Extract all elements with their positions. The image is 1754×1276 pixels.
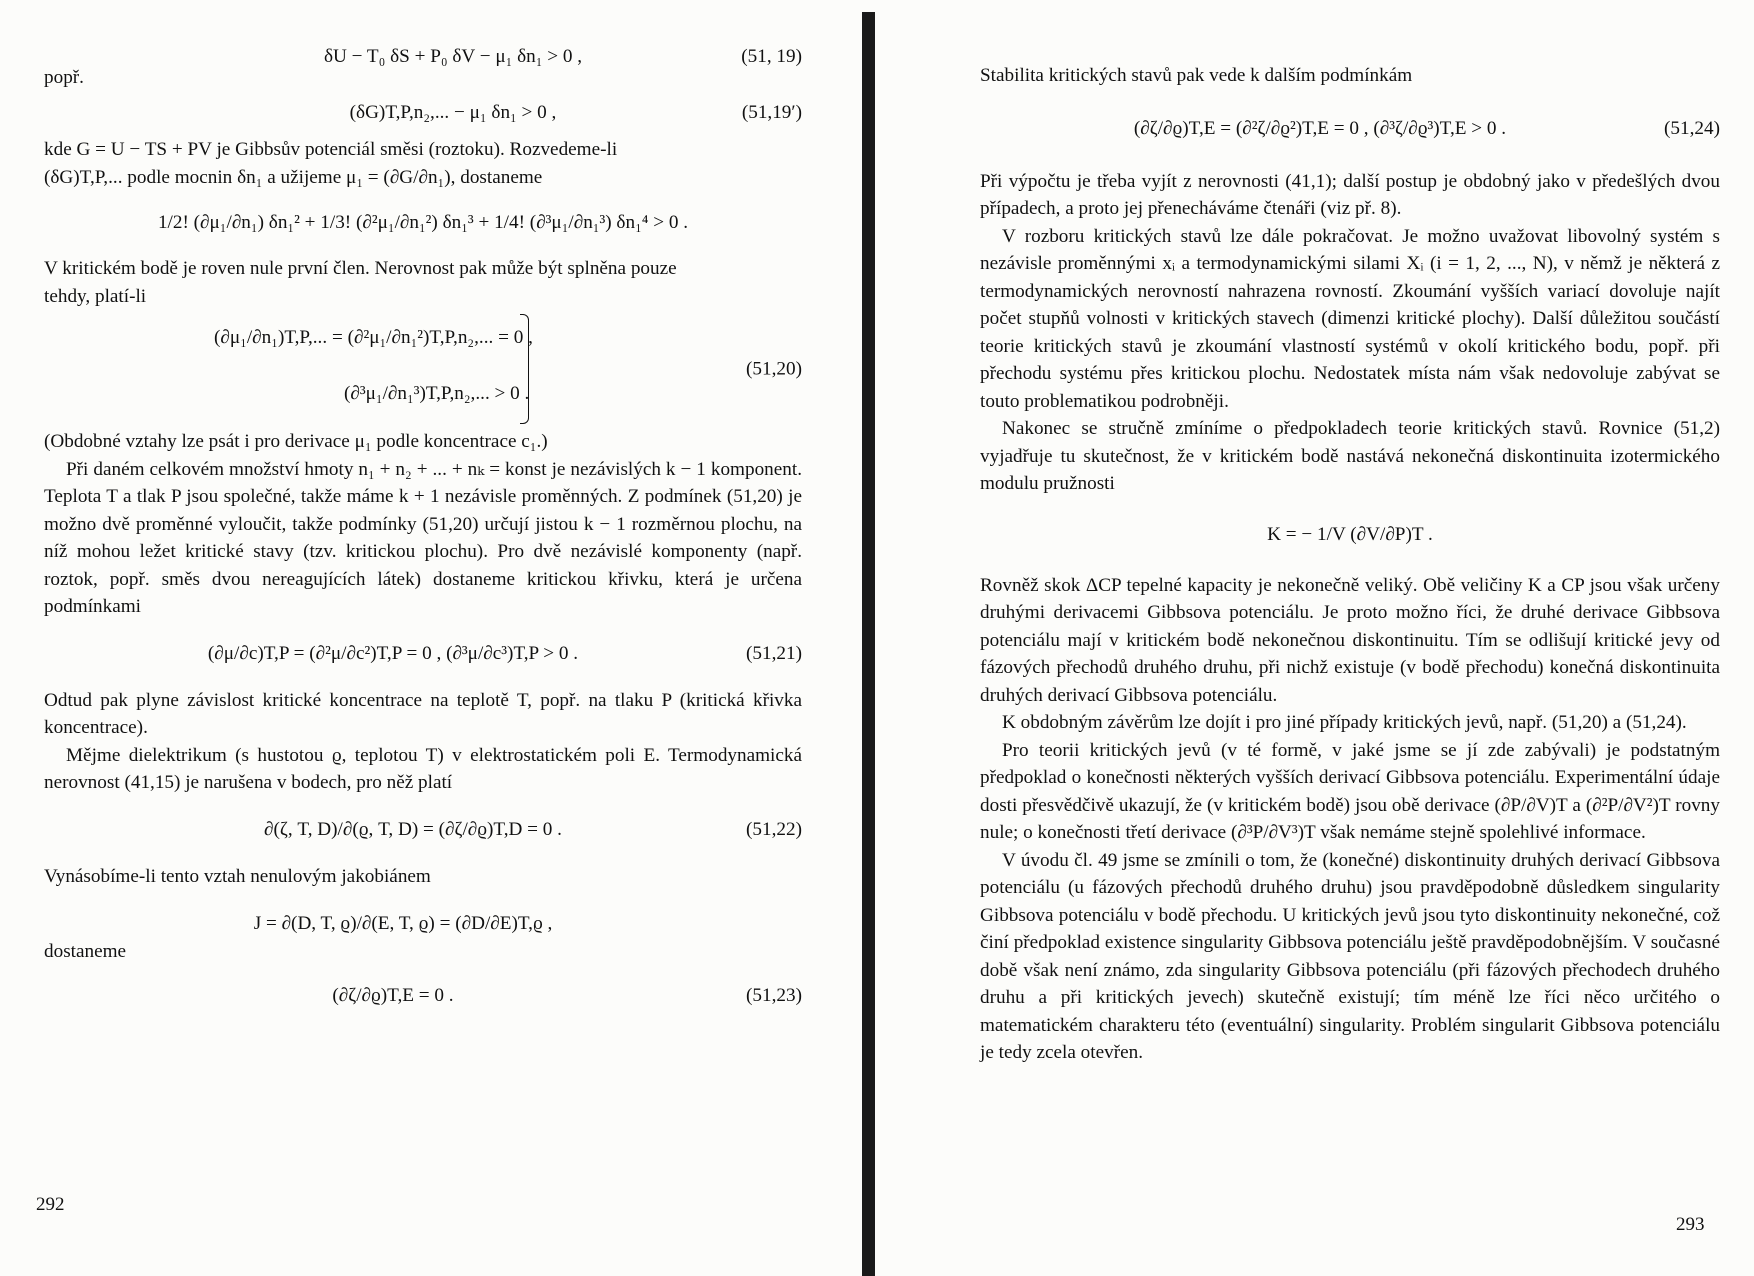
paragraph-heat-capacity: Rovněž skok ΔCP tepelné kapacity je nekonečně veliký. Obě veličiny K a CP jsou však určeny druhými derivacemi Gibbsova potenciálu. Je proto možno říci, že druhé derivace Gibbsova potenciálu mají v kritickém bodě nekonečnou diskontinuitu. Tím se odlišují kritické jevy od fázových přechodů druhého druhu, při nichž existuje (v bodě přechodu) konečná diskontinuita druhých derivací Gibbsova potenciálu. [980, 574, 1720, 706]
paragraph-critical-point-a: V kritickém bodě je roven nule první člen. Nerovnost pak může být splněna pouze [44, 258, 677, 279]
right-page-text [980, 62, 1720, 1067]
paragraph-gibbs-a: kde G = U − TS + PV je Gibbsův potenciál směsi (roztoku). Rozvedeme-li [44, 139, 618, 160]
equation-formula: δU − T₀ δS + P₀ δV − μ₁ δn₁ > 0 , [323, 46, 583, 68]
equation-number: (51,21) [746, 642, 802, 664]
paragraph-calculation: Při výpočtu je třeba vyjít z nerovnosti (41,1); další postup je obdobný jako v předešlých dvou případech, a proto jej přenecháváme čtenáři (viz př. 8). [980, 170, 1720, 219]
dostaneme-row [44, 940, 802, 964]
paragraph-assumptions: Nakonec se stručně zmíníme o předpokladech teorie kritických stavů. Rovnice (51,2) vyjadřuje tu skutečnost, že v kritickém bodě nastává nekonečná diskontinuita izotermického modulu pružnosti [980, 418, 1720, 494]
paragraph-gibbs-b: (δG)T,P,... podle mocnin δn₁ a užijeme μ₁ = (∂G/∂n₁), dostaneme [44, 166, 543, 188]
paragraph-components: Při daném celkovém množství hmoty n₁ + n₂ + ... + nₖ = konst je nezávislých k − 1 komponent. Teplota T a tlak P jsou společné, takže máme k + 1 nezávisle proměnných. Z podmínek (51,20) je možno dvě proměnné vyloučit, takže podmínky (51,20) určují jistou k − 1 rozměrnou plochu, na níž mohou ležet kritické stavy (tzv. kritickou plochu). Pro dvě nezávislé komponenty (např. roztok, popř. směs dvou nereagujících látek) dostaneme kritickou křivku, která je určena podmínkami [44, 458, 802, 617]
paragraph-critical-point-b: tehdy, platí-li [44, 285, 147, 307]
left-page [0, 0, 860, 1276]
left-page-text [44, 38, 802, 1028]
equation-51-21 [44, 621, 802, 687]
popr-word: popř. [44, 67, 84, 89]
page-number-right: 293 [1676, 1214, 1705, 1235]
dostaneme-word: dostaneme [44, 941, 127, 963]
equation-51-24 [980, 90, 1720, 168]
equation-number: (51,23) [746, 985, 802, 1007]
equation-formula: J = ∂(D, T, ϱ)/∂(E, T, ϱ) = (∂D/∂E)T,ϱ , [253, 913, 553, 935]
popr-row [44, 66, 802, 90]
equation-number: (51,24) [1664, 117, 1720, 139]
equation-number: (51,22) [746, 818, 802, 840]
equation-formula: (∂μ/∂c)T,P = (∂²μ/∂c²)T,P = 0 , (∂³μ/∂c³)T,P > 0 . [207, 642, 579, 664]
modulus-equation [980, 498, 1720, 572]
equation-51-23 [44, 964, 802, 1028]
paragraph-analysis: V rozboru kritických stavů lze dále pokračovat. Je možno uvažovat libovolný systém s nezávisle proměnnými xᵢ a termodynamickými silami Xᵢ (i = 1, 2, ..., N), v němž je některá z termodynamických nerovností nahrazena rovností. Zkoumání vyšších variací dovoluje najít počet stupňů volnosti v kritických stavech (dimenzi kritické plochy). Další důležitou součástí teorie kritických stavů je zkoumání vlastností systémů v okolí kritického bodu, popř. při přechodu systému přes kritickou plochu. Nedostatek místa nám však nedovoluje zabývat se touto problematikou podrobněji. [980, 225, 1720, 412]
equation-number: (51,20) [746, 358, 802, 380]
paragraph-analogous: (Obdobné vztahy lze psát i pro derivace μ₁ podle koncentrace c₁.) [44, 431, 548, 452]
paragraph-singularity: V úvodu čl. 49 jsme se zmínili o tom, že (konečné) diskontinuity druhých derivací Gibbsova potenciálu (u fázových přechodů druhého druhu) jsou pravděpodobně důsledkem singularity Gibbsova potenciálu v bodě přechodu. U kritických jevů jsou tyto diskontinuity nekonečné, což činí předpoklad existence singularity Gibbsova potenciálu ještě pravděpodobnějším. V současné době však není známo, zda singularity Gibbsova potenciálu (při fázových přechodech druhého druhu a při kritických jevech) skutečně existují; tím méně lze říci něco určitého o matematickém charakteru této (eventuální) singularity. Problém singularit Gibbsova potenciálu je tedy zcela otevřen. [980, 849, 1720, 1063]
equation-number: (51,19′) [741, 102, 802, 124]
equation-line-1: (∂μ₁/∂n₁)T,P,... = (∂²μ₁/∂n₁²)T,P,n₂,... = 0 , [214, 327, 533, 348]
equation-formula: (∂ζ/∂ϱ)T,E = 0 . [332, 985, 454, 1007]
paragraph-dielectric: Mějme dielektrikum (s hustotou ϱ, teplotou T) v elektrostatickém poli E. Termodynamická nerovnost (41,15) je narušena v bodech, pro něž platí [44, 744, 802, 793]
paragraph-concentration: Odtud pak plyne závislost kritické koncentrace na teplotě T, popř. na tlaku P (kritická křivka koncentrace). [44, 689, 802, 738]
book-spine [862, 12, 875, 1276]
equation-formula: 1/2! (∂μ₁/∂n₁) δn₁² + 1/3! (∂²μ₁/∂n₁²) δn₁³ + 1/4! (∂³μ₁/∂n₁³) δn₁⁴ > 0 . [157, 212, 689, 234]
right-page [880, 0, 1754, 1276]
equation-formula: ∂(ζ, T, D)/∂(ϱ, T, D) = (∂ζ/∂ϱ)T,D = 0 . [264, 818, 562, 840]
equation-51-20 [44, 310, 802, 428]
equation-51-19p [44, 90, 802, 136]
equation-formula: (δG)T,P,n₂,... − μ₁ δn₁ > 0 , [349, 102, 557, 124]
series-expansion [44, 191, 802, 255]
equation-number: (51, 19) [741, 46, 802, 68]
paragraph-similar-conclusions: K obdobným závěrům lze dojít i pro jiné případy kritických jevů, např. (51,20) a (51,24). [1002, 712, 1687, 733]
paragraph-finiteness: Pro teorii kritických jevů (v té formě, v jaké jsme se jí zde zabývali) je podstatným předpoklad o konečnosti některých vyšších derivací Gibbsova potenciálu. Experimentální údaje dosti přesvědčivě ukazují, že (v kritickém bodě) jsou obě derivace (∂P/∂V)T a (∂²P/∂V²)T rovny nule; o konečnosti třetí derivace (∂³P/∂V³)T však nemáme stejně spolehlivé informace. [980, 739, 1720, 843]
equation-line-2: (∂³μ₁/∂n₁³)T,P,n₂,... > 0 . [344, 383, 530, 404]
paragraph-stability: Stabilita kritických stavů pak vede k dalším podmínkám [980, 65, 1413, 86]
right-brace [520, 314, 529, 424]
paragraph-jacobian: Vynásobíme-li tento vztah nenulovým jakobiánem [44, 865, 431, 887]
page-number-left: 292 [36, 1194, 65, 1215]
equation-formula: (∂ζ/∂ϱ)T,E = (∂²ζ/∂ϱ²)T,E = 0 , (∂³ζ/∂ϱ³)T,E > 0 . [1133, 117, 1507, 139]
equation-51-22 [44, 797, 802, 863]
equation-formula: K = − 1/V (∂V/∂P)T . [1267, 523, 1433, 545]
